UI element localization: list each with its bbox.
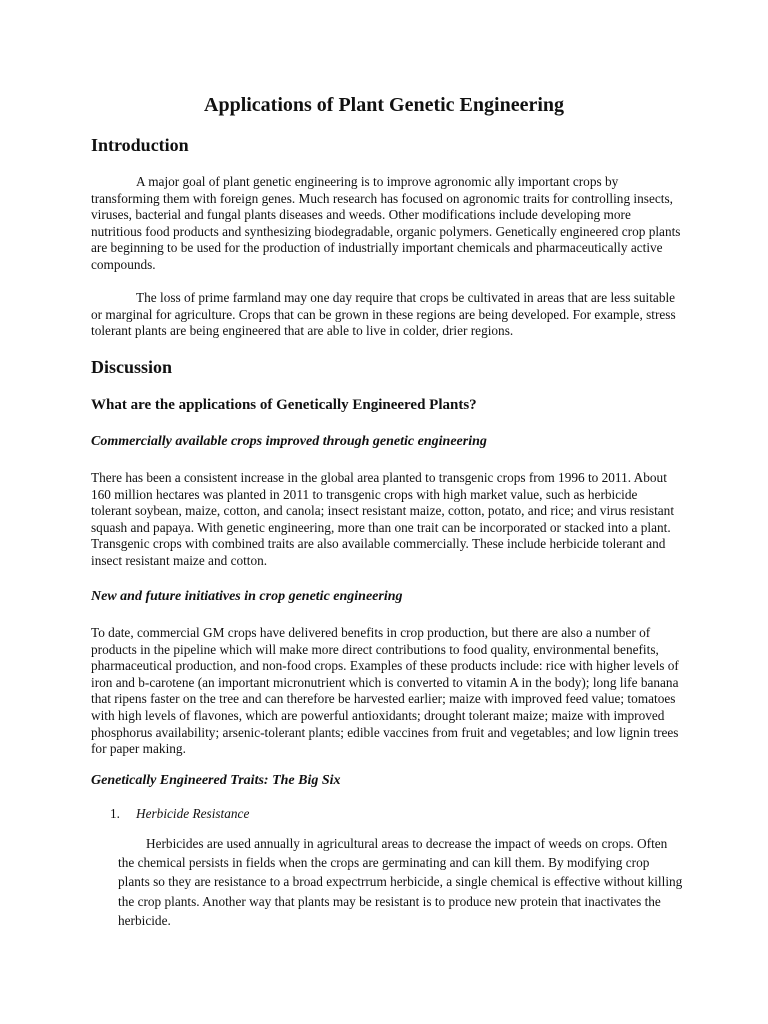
list-item-number: 1. xyxy=(110,806,120,821)
applications-question-heading: What are the applications of Genetically Engineered Plants? xyxy=(91,397,477,413)
introduction-paragraph-1: A major goal of plant genetic engineering is to improve agronomic ally important crops by transforming them with foreign genes. Much research has focused on agronomic traits for controlling insects, viruses, bacterial and fungal plants diseases and weeds. Other modifications include developing more nutritious food products and synthesizing biodegradable, organic polymers. Genetically engineered crop plants are beginning to be used for the production of industrially important chemicals and pharmaceutically active compounds. xyxy=(91,174,681,272)
commercial-crops-heading: Commercially available crops improved through genetic engineering xyxy=(91,434,487,449)
future-initiatives-paragraph: To date, commercial GM crops have delivered benefits in crop production, but there are also a number of products in the pipeline which will make more direct contributions to food quality, environmental benefits, pharmaceutical production, and non-food crops. Examples of these products include: rice with higher levels of iron and b-carotene (an important micronutrient which is converted to vitamin A in the body); long life banana that ripens faster on the tree and can therefore be harvested earlier; maize with improved feed value; tomatoes with high levels of flavones, which are powerful antioxidants; drought tolerant maize; maize with improved phosphorus availability; arsenic-tolerant plants; edible vaccines from fruit and vegetables; and low lignin trees for paper making. xyxy=(91,625,679,757)
future-initiatives-heading: New and future initiatives in crop genetic engineering xyxy=(91,589,403,604)
commercial-crops-paragraph: There has been a consistent increase in the global area planted to transgenic crops from 1996 to 2011. About 160 million hectares was planted in 2011 to transgenic crops with high market value, such as herbicide tolerant soybean, maize, cotton, and canola; insect resistant maize, cotton, potato, and rice; and virus resistant squash and papaya. With genetic engineering, more than one trait can be incorporated or stacked into a plant. Transgenic crops with combined traits are also available commercially. These include herbicide tolerant and insect resistant maize and cotton. xyxy=(91,470,675,568)
discussion-heading: Discussion xyxy=(91,357,173,377)
introduction-paragraph-2: The loss of prime farmland may one day require that crops be cultivated in areas that are less suitable or marginal for agriculture. Crops that can be grown in these regions are being developed. For example, stress tolerant plants are being engineered that are able to live in colder, drier regions. xyxy=(91,290,676,339)
list-item-herbicide-resistance xyxy=(110,805,249,823)
list-item-label: Herbicide Resistance xyxy=(136,806,250,821)
introduction-heading: Introduction xyxy=(91,135,189,155)
document-title: Applications of Plant Genetic Engineering xyxy=(204,94,564,116)
herbicide-resistance-paragraph: Herbicides are used annually in agricultural areas to decrease the impact of weeds on crops. Often the chemical persists in fields when the crops are germinating and can kill them. By modifying crop plants so they are resistance to a broad expectrrum herbicide, a single chemical is effective without killing the crop plants. Another way that plants may be resistant is to produce new protein that inactivates the herbicide. xyxy=(118,836,683,928)
big-six-heading: Genetically Engineered Traits: The Big Six xyxy=(91,773,341,788)
